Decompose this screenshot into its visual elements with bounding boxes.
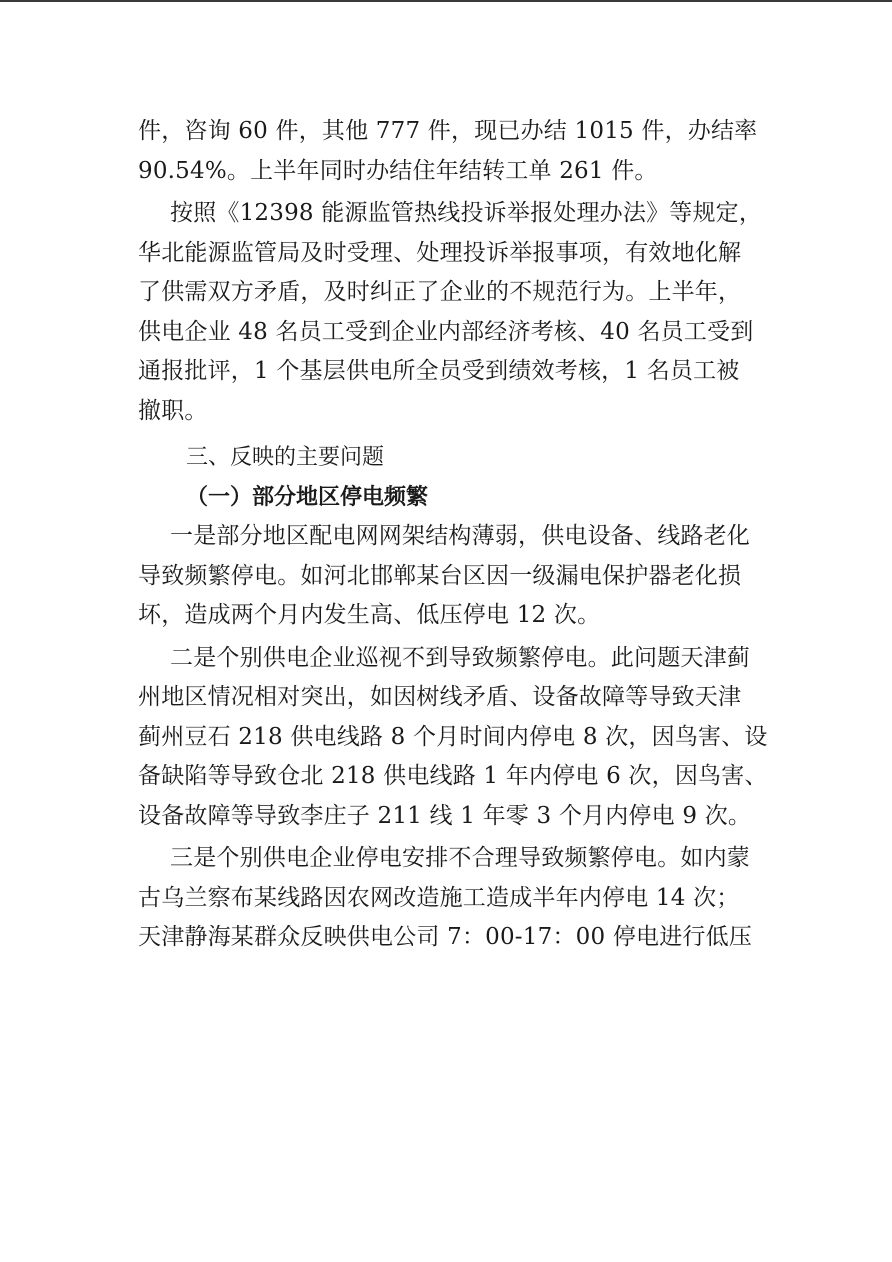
text-line: 90.54%。上半年同时办结住年结转工单 261 件。 <box>138 157 658 184</box>
paragraph-first-issue <box>138 517 768 636</box>
subsection-heading: （一）部分地区停电频繁 <box>186 484 429 510</box>
paragraph-second-issue <box>138 639 768 837</box>
text-line: 撤职。 <box>138 397 208 424</box>
text-line: 三是个别供电企业停电安排不合理导致频繁停电。如内蒙 <box>170 845 750 871</box>
paragraph-regulation <box>138 194 768 431</box>
text-line: 蓟州豆石 218 供电线路 8 个月时间内停电 8 次，因鸟害、设 <box>138 723 768 750</box>
text-line: 导致频繁停电。如河北邯郸某台区因一级漏电保护器老化损 <box>138 562 742 589</box>
text-line: 一是部分地区配电网网架结构薄弱，供电设备、线路老化 <box>170 523 750 549</box>
text-line: 件，咨询 60 件，其他 777 件，现已办结 1015 件，办结率 <box>138 118 758 144</box>
text-line: 坏，造成两个月内发生高、低压停电 12 次。 <box>138 602 601 628</box>
text-line: 了供需双方矛盾，及时纠正了企业的不规范行为。上半年， <box>138 279 742 305</box>
text-line: 天津静海某群众反映供电公司 7：00-17：00 停电进行低压 <box>138 924 753 950</box>
text-line: 设备故障等导致李庄子 211 线 1 年零 3 个月内停电 9 次。 <box>138 802 752 829</box>
text-line: 古乌兰察布某线路因农网改造施工造成半年内停电 14 次； <box>138 884 740 911</box>
paragraph-third-issue <box>138 839 768 958</box>
paragraph-continuation <box>138 112 768 191</box>
page-top-border <box>0 0 892 2</box>
section-heading: 三、反映的主要问题 <box>186 445 385 470</box>
text-line: 华北能源监管局及时受理、处理投诉举报事项，有效地化解 <box>138 239 742 266</box>
text-line: 二是个别供电企业巡视不到导致频繁停电。此问题天津蓟 <box>170 644 750 671</box>
text-line: 备缺陷等导致仓北 218 供电线路 1 年内停电 6 次，因鸟害、 <box>138 763 768 789</box>
text-line: 通报批评，1 个基层供电所全员受到绩效考核，1 名员工被 <box>138 358 740 384</box>
text-line: 按照《12398 能源监管热线投诉举报处理办法》等规定， <box>170 200 763 226</box>
text-line: 州地区情况相对突出，如因树线矛盾、设备故障等导致天津 <box>138 684 742 710</box>
document-body <box>138 112 768 958</box>
text-line: 供电企业 48 名员工受到企业内部经济考核、40 名员工受到 <box>138 318 754 345</box>
